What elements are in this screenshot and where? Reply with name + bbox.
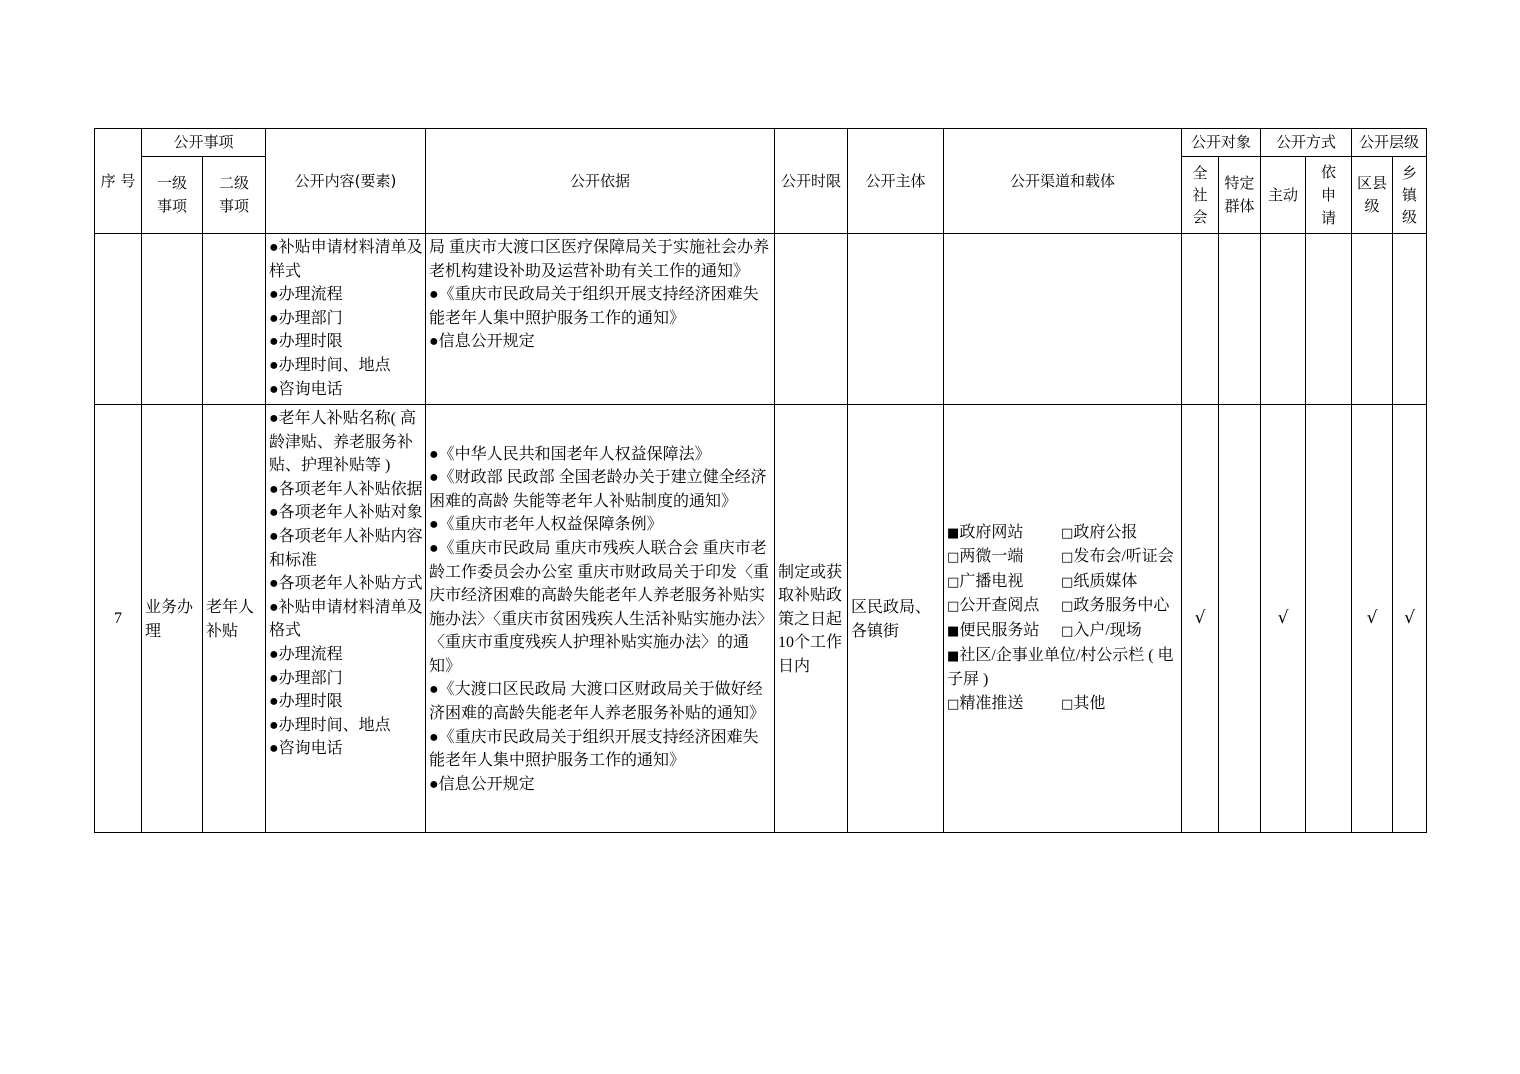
cell-time-limit — [775, 234, 848, 405]
cell-level2: 老年人补贴 — [203, 405, 266, 833]
unchecked-box-icon: □ — [947, 599, 960, 615]
cell-channels — [944, 405, 1182, 833]
header-row-1 — [95, 129, 1427, 157]
cell-county: √ — [1352, 405, 1393, 833]
list-item: ●补贴申请材料清单及格式 — [269, 598, 423, 640]
channel-option — [1061, 619, 1181, 644]
cell-level1: 业务办理 — [142, 405, 203, 833]
channel-label: 社区/企事业单位/村公示栏 ( 电子屏 ) — [947, 646, 1174, 689]
channel-label: 两微一端 — [959, 548, 1024, 566]
cell-basis — [426, 405, 775, 833]
channel-option — [947, 545, 1061, 570]
channel-option — [947, 521, 1061, 546]
cell-on-request — [1306, 405, 1352, 833]
channel-label: 公开查阅点 — [959, 597, 1040, 615]
unchecked-box-icon: □ — [1061, 550, 1074, 566]
cell-county — [1352, 234, 1393, 405]
channel-label: 入户/现场 — [1073, 622, 1142, 639]
checked-box-icon: ■ — [947, 525, 960, 541]
list-item: ●咨询电话 — [269, 740, 343, 758]
list-item: ●各项老年人补贴内容和标准 — [269, 527, 423, 569]
channel-option — [1061, 570, 1181, 595]
header-target-group: 公开对象 — [1182, 129, 1261, 157]
header-mode-group: 公开方式 — [1261, 129, 1352, 157]
channel-option — [947, 594, 1061, 619]
header-county: 区县级 — [1352, 157, 1393, 234]
cell-seq: 7 — [95, 405, 142, 833]
header-content: 公开内容(要素) — [266, 129, 426, 234]
list-item: ●咨询电话 — [269, 380, 343, 398]
channel-option — [947, 692, 1061, 717]
cell-all-society — [1182, 234, 1219, 405]
cell-active — [1261, 234, 1306, 405]
list-item: ●《重庆市老年人权益保障条例》 — [429, 516, 663, 534]
list-item: ●《财政部 民政部 全国老龄办关于建立健全经济困难的高龄 失能等老年人补贴制度的通知》 — [429, 469, 767, 510]
cell-level2 — [203, 234, 266, 405]
table-row — [95, 405, 1427, 833]
cell-on-request — [1306, 234, 1352, 405]
unchecked-box-icon: □ — [947, 574, 960, 590]
list-item: ●补贴申请材料清单及样式 — [269, 239, 423, 280]
unchecked-box-icon: □ — [947, 696, 960, 712]
header-level-group: 公开层级 — [1352, 129, 1427, 157]
unchecked-box-icon: □ — [1061, 525, 1074, 541]
header-all-society: 全社会 — [1182, 157, 1219, 234]
list-item: ●办理时间、地点 — [269, 716, 391, 734]
channel-option — [947, 570, 1061, 595]
header-active: 主动 — [1261, 157, 1306, 234]
list-item: ●《重庆市民政局 重庆市残疾人联合会 重庆市老龄工作委员会办公室 重庆市财政局关于印发〈重庆市经济困难的高龄失能老年人养老服务补贴实施办法〉〈重庆市贫困残疾人生活补贴实施办法〉〈重庆市重度残疾人护理补贴实施办法〉的通知》 — [429, 539, 770, 675]
channel-option — [1061, 692, 1181, 717]
list-item: ●《重庆市民政局关于组织开展支持经济困难失能老年人集中照护服务工作的通知》 — [429, 728, 759, 770]
list-item: ●《重庆市民政局关于组织开展支持经济困难失能老年人集中照护服务工作的通知》 — [429, 286, 759, 327]
unchecked-box-icon: □ — [1061, 696, 1074, 712]
channel-label: 纸质媒体 — [1073, 572, 1138, 590]
list-item: ●办理流程 — [269, 286, 343, 304]
header-basis: 公开依据 — [426, 129, 775, 234]
unchecked-box-icon: □ — [947, 550, 960, 566]
cell-basis — [426, 234, 775, 405]
list-item: ●老年人补贴名称( 高龄津贴、养老服务补贴、护理补贴等 ) — [269, 410, 417, 475]
list-item: ●《中华人民共和国老年人权益保障法》 — [429, 445, 711, 463]
channel-label: 广播电视 — [959, 572, 1024, 590]
list-item: ●《大渡口区民政局 大渡口区财政局关于做好经济困难的高龄失能老年人养老服务补贴的通知》 — [429, 681, 766, 723]
header-level1: 一级事项 — [142, 157, 203, 234]
channel-option — [1061, 521, 1181, 546]
channel-label: 政府公报 — [1073, 523, 1138, 541]
channel-option — [947, 644, 1181, 692]
cell-level1 — [142, 234, 203, 405]
channel-label: 精准推送 — [959, 694, 1024, 712]
header-channel: 公开渠道和载体 — [944, 129, 1182, 234]
list-item: ●各项老年人补贴方式 — [269, 575, 423, 593]
cell-content — [266, 405, 426, 833]
list-item: ●办理时间、地点 — [269, 356, 391, 374]
cell-seq — [95, 234, 142, 405]
cell-all-society: √ — [1182, 405, 1219, 833]
disclosure-table — [94, 128, 1427, 833]
cell-active: √ — [1261, 405, 1306, 833]
channel-label: 便民服务站 — [959, 622, 1040, 639]
list-item: ●办理时限 — [269, 693, 343, 711]
list-item: ●各项老年人补贴依据 — [269, 480, 423, 498]
header-level2: 二级事项 — [203, 157, 266, 234]
header-matter-group: 公开事项 — [142, 129, 266, 157]
list-item: ●办理部门 — [269, 669, 343, 687]
list-item: 局 重庆市大渡口区医疗保障局关于实施社会办养老机构建设补助及运营补助有关工作的通知》 — [429, 239, 770, 280]
list-item: ●信息公开规定 — [429, 775, 535, 793]
channel-option — [1061, 594, 1181, 619]
unchecked-box-icon: □ — [1061, 574, 1074, 590]
channel-label: 发布会/听证会 — [1073, 548, 1174, 566]
cell-township: √ — [1393, 405, 1427, 833]
list-item: ●办理部门 — [269, 309, 343, 327]
header-township: 乡镇级 — [1393, 157, 1427, 234]
header-seq: 序 号 — [95, 129, 142, 234]
cell-specific-group — [1219, 405, 1261, 833]
channel-label: 政务服务中心 — [1073, 597, 1170, 615]
cell-subject: 区民政局、各镇街 — [848, 405, 944, 833]
cell-specific-group — [1219, 234, 1261, 405]
channel-option — [1061, 545, 1181, 570]
checked-box-icon: ■ — [947, 648, 960, 664]
list-item: ●信息公开规定 — [429, 333, 535, 351]
header-subject: 公开主体 — [848, 129, 944, 234]
list-item: ●办理流程 — [269, 645, 343, 663]
cell-content — [266, 234, 426, 405]
unchecked-box-icon: □ — [1061, 599, 1074, 615]
cell-time-limit: 制定或获取补贴政策之日起10个工作日内 — [775, 405, 848, 833]
cell-subject — [848, 234, 944, 405]
checked-box-icon: ■ — [947, 624, 960, 639]
table-row — [95, 234, 1427, 405]
list-item: ●各项老年人补贴对象 — [269, 504, 423, 522]
unchecked-box-icon: □ — [1061, 624, 1074, 639]
cell-channels — [944, 234, 1182, 405]
cell-township — [1393, 234, 1427, 405]
channel-label: 其他 — [1073, 694, 1106, 712]
header-time-limit: 公开时限 — [775, 129, 848, 234]
channel-option — [947, 619, 1061, 644]
list-item: ●办理时限 — [269, 333, 343, 351]
channel-label: 政府网站 — [959, 523, 1024, 541]
header-on-request: 依申请 — [1306, 157, 1352, 234]
header-specific-group: 特定群体 — [1219, 157, 1261, 234]
